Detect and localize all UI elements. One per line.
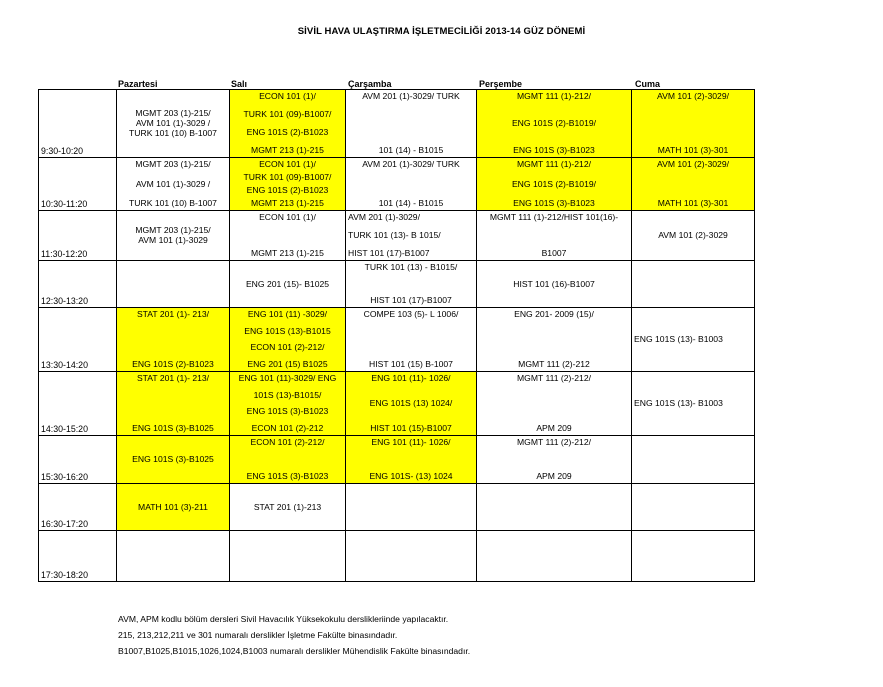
- schedule-cell: [346, 308, 477, 372]
- course-entry: AVM 201 (1)-3029/: [348, 212, 420, 222]
- day-header-tuesday: Salı: [231, 79, 248, 89]
- schedule-cell: [346, 372, 477, 436]
- schedule-cell: [477, 90, 632, 158]
- table-row: [39, 90, 755, 158]
- time-slot-label: 16:30-17:20: [39, 484, 117, 531]
- schedule-cell: [477, 372, 632, 436]
- footnote: AVM, APM kodlu bölüm dersleri Sivil Havacılık Yüksekokulu derslikleriinde yapılacaktır.: [118, 614, 449, 624]
- course-entry: ENG 101S (2)-B1019/: [511, 178, 597, 189]
- course-entry: AVM 101 (1)-3029 /: [135, 178, 211, 189]
- course-entry: MGMT 203 (1)-215/: [135, 108, 211, 119]
- course-entry: MGMT 111 (2)-212/: [516, 373, 592, 383]
- schedule-cell: [632, 90, 755, 158]
- course-entry: ECON 101 (2)-212/: [250, 342, 325, 353]
- course-entry: AVM 101 (2)-3029/: [657, 159, 729, 169]
- schedule-cell: [632, 484, 755, 531]
- schedule-cell: [117, 372, 230, 436]
- page-title: SİVİL HAVA ULAŞTIRMA İŞLETMECİLİĞİ 2013-14 GÜZ DÖNEMİ: [297, 26, 586, 37]
- cell-content: [346, 484, 476, 530]
- course-entry: ENG 101S (3)-B1023: [246, 471, 329, 482]
- course-entry: MGMT 203 (1)-215/: [135, 159, 211, 169]
- course-entry: MGMT 111 (2)-212/: [516, 437, 592, 447]
- schedule-cell: [117, 158, 230, 211]
- cell-content: [632, 261, 754, 307]
- course-entry: 101 (14) - B1015: [378, 198, 444, 209]
- cell-content: [477, 211, 631, 260]
- course-entry: MGMT 111 (1)-212/HIST 101(16)-: [489, 212, 619, 222]
- course-entry: ENG 101S- (13) 1024: [369, 471, 453, 482]
- time-slot-label: 14:30-15:20: [39, 372, 117, 436]
- cell-content: [477, 261, 631, 307]
- cell-content: [117, 484, 229, 530]
- schedule-cell: [632, 308, 755, 372]
- course-entry: MGMT 213 (1)-215: [251, 198, 324, 209]
- course-entry: B1007: [541, 248, 567, 259]
- cell-content: [230, 158, 345, 210]
- schedule-cell: [477, 261, 632, 308]
- course-entry: AVM 201 (1)-3029/ TURK: [362, 91, 460, 101]
- course-entry: APM 209: [536, 471, 572, 482]
- schedule-cell: [117, 436, 230, 484]
- time-slot-label: 12:30-13:20: [39, 261, 117, 308]
- course-entry: ENG 101S (2)-B1023: [246, 185, 329, 196]
- schedule-cell: [230, 90, 346, 158]
- course-entry: AVM 101 (1)-3029: [138, 235, 208, 245]
- course-entry: ENG 101S (3)-B1023: [513, 198, 595, 209]
- cell-content: [346, 531, 476, 581]
- table-row: [39, 436, 755, 484]
- course-entry: ECON 101 (2)-212: [251, 423, 324, 434]
- schedule-cell: [477, 211, 632, 261]
- table-row: [39, 211, 755, 261]
- schedule-cell: [632, 372, 755, 436]
- footnote: 215, 213,212,211 ve 301 numaralı derslikler İşletme Fakülte binasındadır.: [118, 630, 398, 640]
- cell-content: [117, 158, 229, 210]
- course-entry: MATH 101 (3)-301: [657, 145, 729, 156]
- course-entry: ENG 101S (2)-B1023: [132, 359, 214, 370]
- course-entry: AVM 101 (2)-3029: [658, 230, 728, 241]
- day-header-monday: Pazartesi: [118, 79, 158, 89]
- schedule-cell: [117, 90, 230, 158]
- schedule-cell: [346, 90, 477, 158]
- cell-content: [230, 484, 345, 530]
- schedule-cell: [117, 484, 230, 531]
- schedule-cell: [346, 211, 477, 261]
- course-entry: HIST 101 (16)-B1007: [513, 278, 595, 289]
- time-slot-label: 13:30-14:20: [39, 308, 117, 372]
- course-entry: ENG 101 (11) -3029/: [247, 309, 328, 319]
- course-entry: ECON 101 (1)/: [259, 91, 316, 101]
- schedule-cell: [632, 261, 755, 308]
- cell-content: [117, 308, 229, 371]
- course-entry: ENG 101S (13)-B1015: [244, 325, 331, 336]
- cell-content: [346, 308, 476, 371]
- course-entry: ENG 201 (15) B1025: [247, 359, 328, 370]
- schedule-cell: [477, 158, 632, 211]
- course-entry: TURK 101 (10) B-1007: [129, 127, 217, 138]
- cell-content: [477, 484, 631, 530]
- cell-content: [477, 436, 631, 483]
- course-entry: ENG 101S (13) 1024/: [369, 398, 453, 409]
- cell-content: [346, 261, 476, 307]
- course-entry: TURK 101 (13) - B1015/: [364, 262, 458, 272]
- course-entry: ENG 101S (2)-B1019/: [511, 118, 597, 129]
- course-entry: ENG 101 (11)- 1026/: [371, 437, 451, 447]
- schedule-cell: [230, 261, 346, 308]
- course-entry: ECON 101 (2)-212/: [250, 437, 325, 447]
- schedule-cell: [477, 308, 632, 372]
- schedule-cell: [230, 158, 346, 211]
- cell-content: [230, 211, 345, 260]
- cell-content: [632, 372, 754, 435]
- schedule-cell: [477, 484, 632, 531]
- course-entry: 101 (14) - B1015: [378, 145, 444, 156]
- schedule-cell: [230, 211, 346, 261]
- course-entry: ENG 101 (11)-3029/ ENG: [238, 373, 337, 383]
- schedule-cell: [632, 158, 755, 211]
- schedule-cell: [632, 531, 755, 582]
- course-entry: HIST 101 (17)-B1007: [348, 248, 430, 259]
- cell-content: [477, 158, 631, 210]
- course-entry: MGMT 213 (1)-215: [251, 145, 324, 156]
- cell-content: [117, 211, 229, 260]
- schedule-cell: [117, 261, 230, 308]
- course-entry: TURK 101 (09)-B1007/: [243, 172, 332, 183]
- table-row: [39, 308, 755, 372]
- schedule-cell: [117, 531, 230, 582]
- day-header-wednesday: Çarşamba: [348, 79, 392, 89]
- cell-content: [632, 436, 754, 483]
- schedule-cell: [230, 484, 346, 531]
- course-entry: COMPE 103 (5)- L 1006/: [363, 309, 459, 319]
- schedule-table: [38, 89, 755, 582]
- cell-content: [632, 531, 754, 581]
- course-entry: ENG 101 (11)- 1026/: [371, 373, 451, 383]
- course-entry: STAT 201 (1)-213: [253, 501, 322, 512]
- table-row: [39, 484, 755, 531]
- schedule-cell: [230, 436, 346, 484]
- table-row: [39, 531, 755, 582]
- schedule-cell: [230, 308, 346, 372]
- cell-content: [230, 372, 345, 435]
- schedule-cell: [230, 531, 346, 582]
- time-slot-label: 15:30-16:20: [39, 436, 117, 484]
- cell-content: [477, 372, 631, 435]
- course-entry: STAT 201 (1)- 213/: [136, 309, 210, 319]
- course-entry: TURK 101 (13)- B 1015/: [348, 230, 441, 241]
- cell-content: [477, 90, 631, 157]
- schedule-cell: [346, 261, 477, 308]
- cell-content: [117, 261, 229, 307]
- course-entry: ENG 101S (2)-B1023: [246, 127, 329, 138]
- cell-content: [346, 436, 476, 483]
- footnotes: [118, 611, 470, 659]
- course-entry: 101S (13)-B1015/: [253, 389, 322, 400]
- cell-content: [230, 531, 345, 581]
- cell-content: [346, 211, 476, 260]
- cell-content: [632, 158, 754, 210]
- schedule-cell: [117, 211, 230, 261]
- schedule-cell: [117, 308, 230, 372]
- course-entry: MGMT 111 (1)-212/: [516, 159, 592, 169]
- schedule-cell: [632, 211, 755, 261]
- course-entry: MATH 101 (3)-301: [657, 198, 729, 209]
- course-entry: MGMT 203 (1)-215/: [135, 225, 211, 236]
- course-entry: ECON 101 (1)/: [259, 212, 316, 222]
- course-entry: MATH 101 (3)-211: [138, 501, 208, 512]
- table-row: [39, 261, 755, 308]
- cell-content: [632, 484, 754, 530]
- course-entry: MGMT 111 (2)-212: [518, 359, 590, 370]
- cell-content: [346, 158, 476, 210]
- time-slot-label: 10:30-11:20: [39, 158, 117, 211]
- cell-content: [230, 90, 345, 157]
- cell-content: [230, 436, 345, 483]
- course-entry: ENG 101S (3)-B1023: [246, 406, 329, 417]
- cell-content: [230, 261, 345, 307]
- course-entry: AVM 101 (2)-3029/: [657, 91, 729, 101]
- cell-content: [346, 372, 476, 435]
- schedule-cell: [230, 372, 346, 436]
- course-entry: AVM 201 (1)-3029/ TURK: [362, 159, 460, 169]
- course-entry: APM 209: [536, 423, 572, 434]
- cell-content: [117, 372, 229, 435]
- cell-content: [477, 531, 631, 581]
- cell-content: [346, 90, 476, 157]
- day-header-friday: Cuma: [635, 79, 661, 89]
- cell-content: [117, 90, 229, 157]
- day-header-thursday: Perşembe: [479, 79, 523, 89]
- course-entry: ENG 101S (3)-B1023: [513, 145, 595, 156]
- cell-content: [477, 308, 631, 371]
- course-entry: HIST 101 (15) B-1007: [369, 359, 453, 370]
- schedule-cell: [477, 531, 632, 582]
- time-slot-label: 17:30-18:20: [39, 531, 117, 582]
- time-slot-label: 11:30-12:20: [39, 211, 117, 261]
- course-entry: MGMT 111 (1)-212/: [516, 91, 592, 101]
- cell-content: [117, 436, 229, 483]
- course-entry: ENG 201- 2009 (15)/: [514, 309, 594, 319]
- schedule-cell: [346, 484, 477, 531]
- cell-content: [632, 90, 754, 157]
- schedule-cell: [477, 436, 632, 484]
- course-entry: ECON 101 (1)/: [259, 159, 316, 169]
- course-entry: ENG 201 (15)- B1025: [245, 278, 330, 289]
- course-entry: AVM 101 (1)-3029 /: [135, 118, 211, 129]
- course-entry: TURK 101 (10) B-1007: [129, 198, 217, 209]
- course-entry: HIST 101 (15)-B1007: [370, 423, 452, 434]
- cell-content: [632, 308, 754, 371]
- cell-content: [230, 308, 345, 371]
- table-row: [39, 158, 755, 211]
- schedule-cell: [346, 158, 477, 211]
- course-entry: ENG 101S (3)-B1025: [132, 454, 214, 465]
- course-entry: TURK 101 (09)-B1007/: [243, 109, 332, 120]
- course-entry: HIST 101 (17)-B1007: [370, 295, 452, 306]
- time-slot-label: 9:30-10:20: [39, 90, 117, 158]
- course-entry: STAT 201 (1)- 213/: [136, 373, 210, 383]
- schedule-cell: [632, 436, 755, 484]
- schedule-cell: [346, 436, 477, 484]
- footnote: B1007,B1025,B1015,1026,1024,B1003 numaralı derslikler Mühendislik Fakülte binasındadır.: [118, 646, 471, 656]
- course-entry: ENG 101S (13)- B1003: [634, 334, 723, 345]
- schedule-cell: [346, 531, 477, 582]
- course-entry: ENG 101S (13)- B1003: [634, 398, 723, 409]
- table-row: [39, 372, 755, 436]
- cell-content: [632, 211, 754, 260]
- course-entry: MGMT 213 (1)-215: [251, 248, 324, 259]
- course-entry: ENG 101S (3)-B1025: [132, 423, 214, 434]
- cell-content: [117, 531, 229, 581]
